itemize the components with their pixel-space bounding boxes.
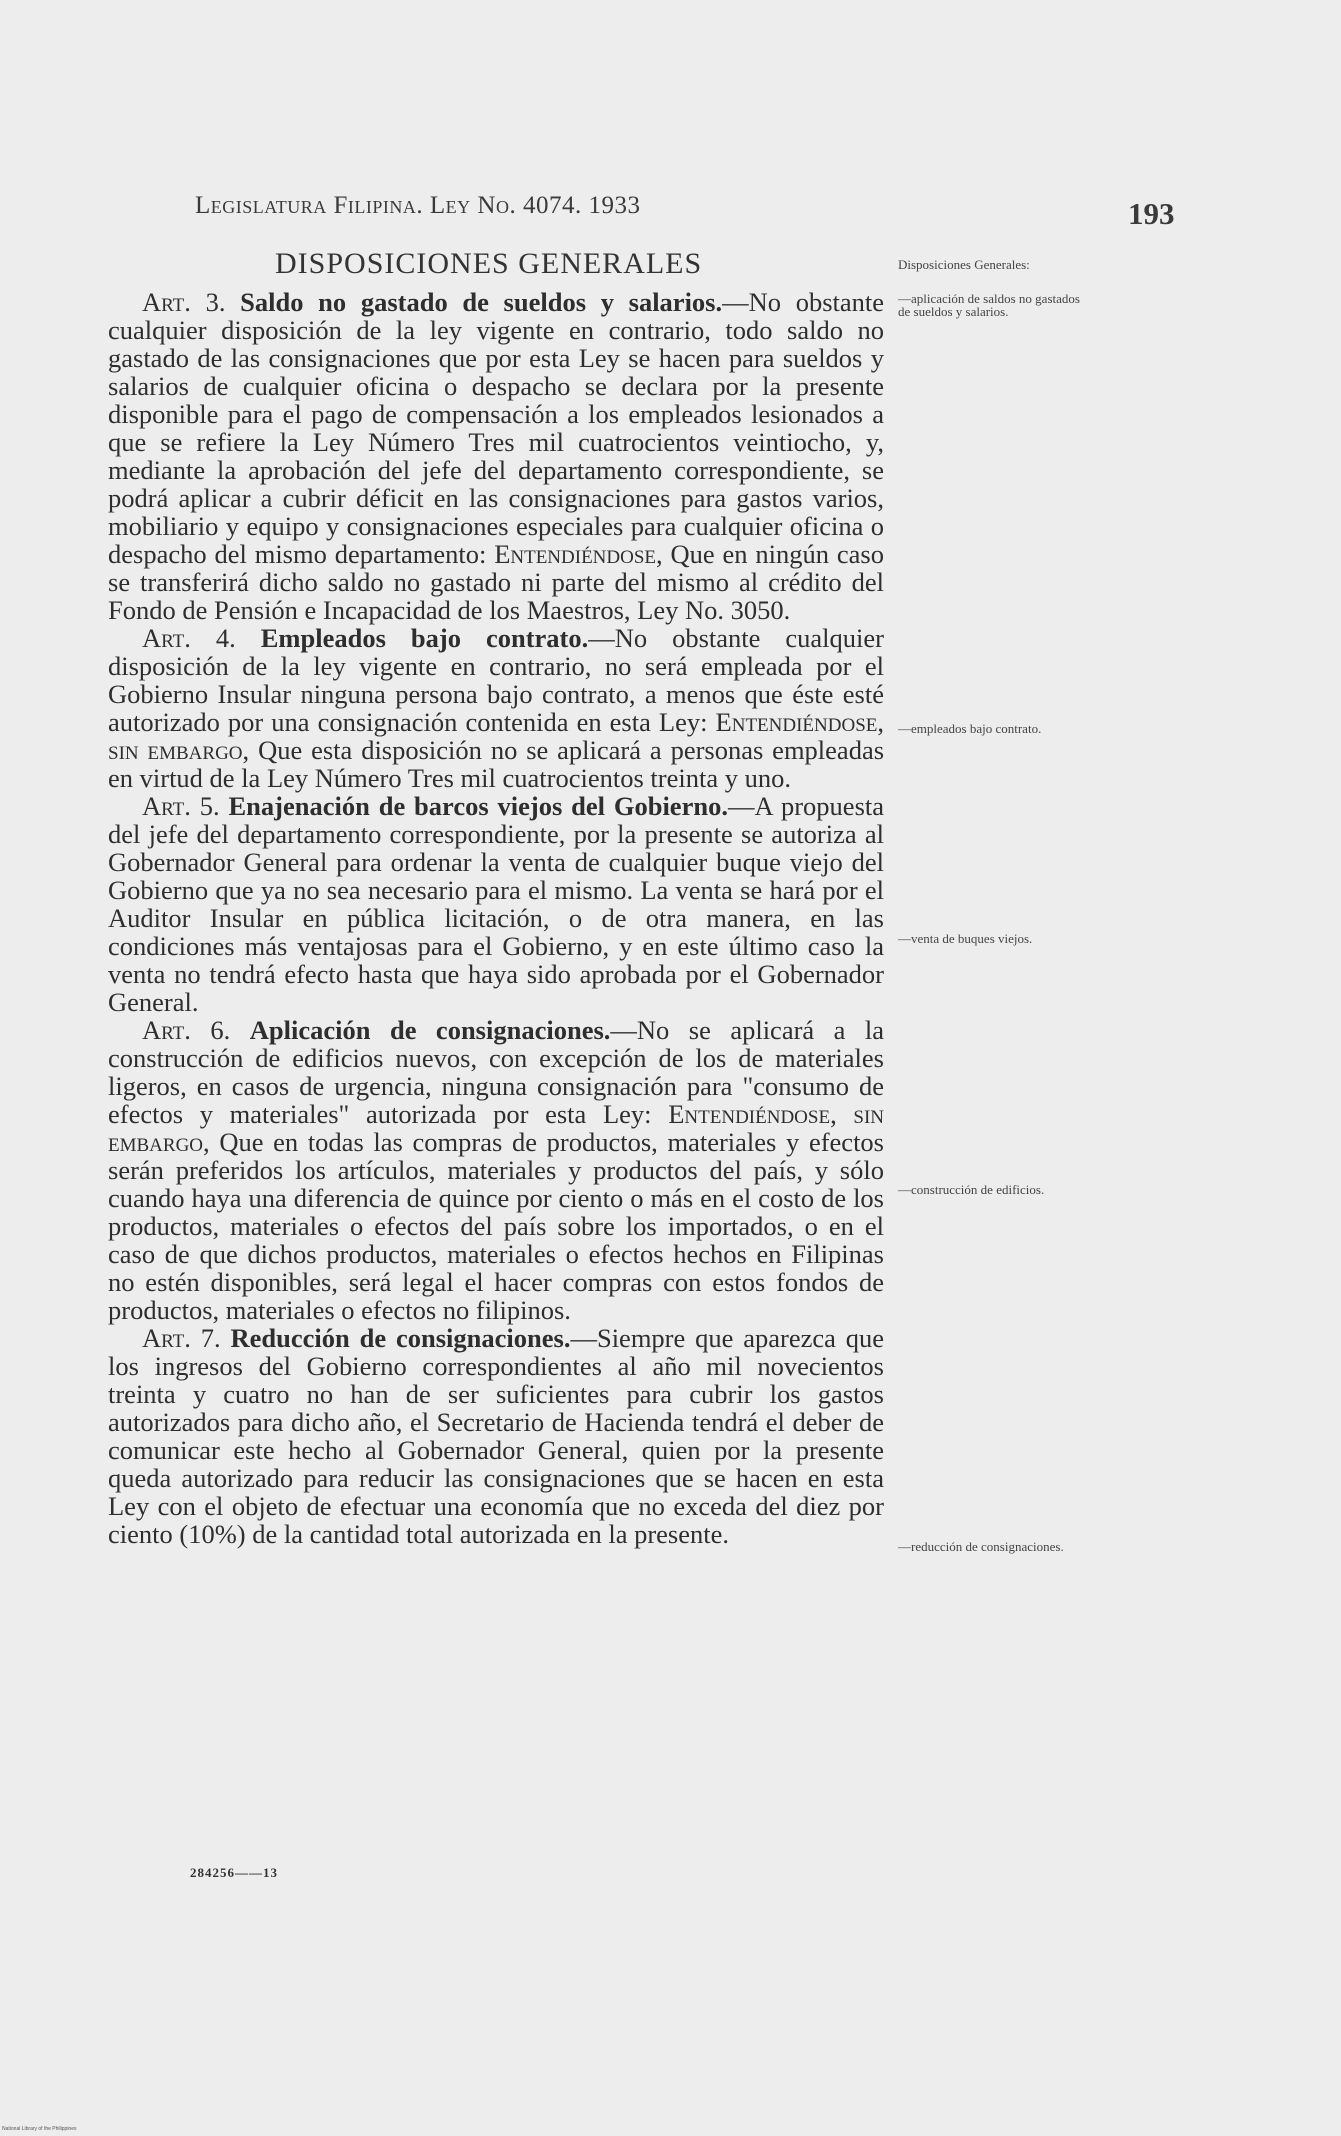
article-number: Art. 3. xyxy=(142,287,226,317)
running-head-text: Legislatura Filipina. Ley No. 4074. 1933 xyxy=(195,192,641,219)
article-text-continued: Que esta disposición no se aplicará a personas empleadas en virtud de la Ley Número Tres mil cuatrocientos treinta y uno. xyxy=(108,735,885,793)
article-6 xyxy=(108,1016,884,1324)
article-4 xyxy=(108,624,884,792)
article-7 xyxy=(108,1324,884,1548)
article-5 xyxy=(108,792,884,1016)
article-title: Aplicación de consignaciones. xyxy=(249,1015,611,1045)
article-text: —No obstante cualquier disposición de la ley vigente en contrario, todo saldo no gastado de las consignaciones que por esta Ley se hacen para sueldos y salarios de cualquier oficina o despacho se declara por la presente disponible para el pago de compensación a los empleados lesionados a que se refiere la Ley Número Tres mil cuatrocientos veintiocho, y, mediante la aprobación del jefe del departamento correspondiente, se podrá aplicar a cubrir déficit en las consignaciones para gastos varios, mobiliario y equipo y consignaciones especiales para cualquier oficina o despacho del mismo departamento: xyxy=(108,287,885,569)
footer-credit: National Library of the Philippines xyxy=(2,2126,77,2132)
margin-note-heading: Disposiciones Generales: xyxy=(898,257,1030,272)
article-text: —A propuesta del jefe del departamento correspondiente, por la presente se autoriza al Gobernador General para ordenar la venta de cualquier buque viejo del Gobierno que ya no sea necesario para el mismo. La venta se hará por el Auditor Insular en pública licitación, o de otra manera, en las condiciones más ventajosas para el Gobierno, y en este último caso la venta no tendrá efecto hasta que haya sido aprobada por el Gobernador General. xyxy=(108,791,885,1017)
section-title: DISPOSICIONES GENERALES xyxy=(275,247,703,280)
margin-note-art3: —aplicación de saldos no gastados de sueldos y salarios. xyxy=(898,291,1080,319)
article-title: Saldo no gastado de sueldos y salarios. xyxy=(240,287,723,317)
article-text-continued: Que en ningún caso se transferirá dicho saldo no gastado ni parte del mismo al crédito del Fondo de Pensión e Incapacidad de los Maestros, Ley No. 3050. xyxy=(108,539,884,625)
page-number: 193 xyxy=(1128,196,1175,231)
article-text: —No se aplicará a la construcción de edificios nuevos, con excepción de los de materiales ligeros, en casos de urgencia, ninguna consignación para "consumo de efectos y materiales" autorizada por esta Ley: xyxy=(108,1015,885,1129)
article-title: Reducción de consignaciones. xyxy=(230,1323,571,1353)
article-title: Empleados bajo contrato. xyxy=(260,623,589,653)
printer-imprint: 284256——13 xyxy=(190,1865,278,1880)
article-number: Art. 4. xyxy=(142,623,236,653)
margin-note-art4: —empleados bajo contrato. xyxy=(898,721,1042,736)
article-title: Enajenación de barcos viejos del Gobierno. xyxy=(228,791,728,821)
article-text: —Siempre que aparezca que los ingresos del Gobierno correspondientes al año mil novecientos treinta y cuatro no han de ser suficientes para cubrir los gastos autorizados para dicho año, el Secretario de Hacienda tendrá el deber de comunicar este hecho al Gobernador General, quien por la presente queda autorizado para reducir las consignaciones que se hacen en esta Ley con el objeto de efectuar una economía que no exceda del diez por ciento (10%) de la cantidad total autorizada en la presente. xyxy=(108,1323,885,1549)
running-head xyxy=(195,192,795,220)
margin-note-art7: —reducción de consignaciones. xyxy=(898,1539,1064,1554)
article-text-continued: Que en todas las compras de productos, materiales y efectos serán preferidos los artículos, materiales y productos del país, y sólo cuando haya una diferencia de quince por ciento o más en el costo de los productos, materiales o efectos del país sobre los importados, o en el caso de que dichos productos, materiales o efectos hechos en Filipinas no estén disponibles, será legal el hacer compras con estos fondos de productos, materiales o efectos no filipinos. xyxy=(108,1127,884,1325)
body-text xyxy=(108,288,884,1548)
proviso: Entendiéndose, sin embargo, xyxy=(108,1099,884,1157)
proviso: Entendiéndose, xyxy=(494,539,663,569)
proviso: Entendiéndose, sin embargo, xyxy=(108,707,884,765)
article-number: Art. 6. xyxy=(142,1015,231,1045)
margin-note-art6: —construcción de edificios. xyxy=(898,1182,1045,1197)
article-3 xyxy=(108,288,884,624)
margin-note-art5: —venta de buques viejos. xyxy=(898,931,1033,946)
article-text: —No obstante cualquier disposición de la ley vigente en contrario, no será empleada por el Gobierno Insular ninguna persona bajo contrato, a menos que éste esté autorizado por una consignación contenida en esta Ley: xyxy=(108,623,884,737)
article-number: Art. 7. xyxy=(142,1323,221,1353)
article-number: Art. 5. xyxy=(142,791,220,821)
